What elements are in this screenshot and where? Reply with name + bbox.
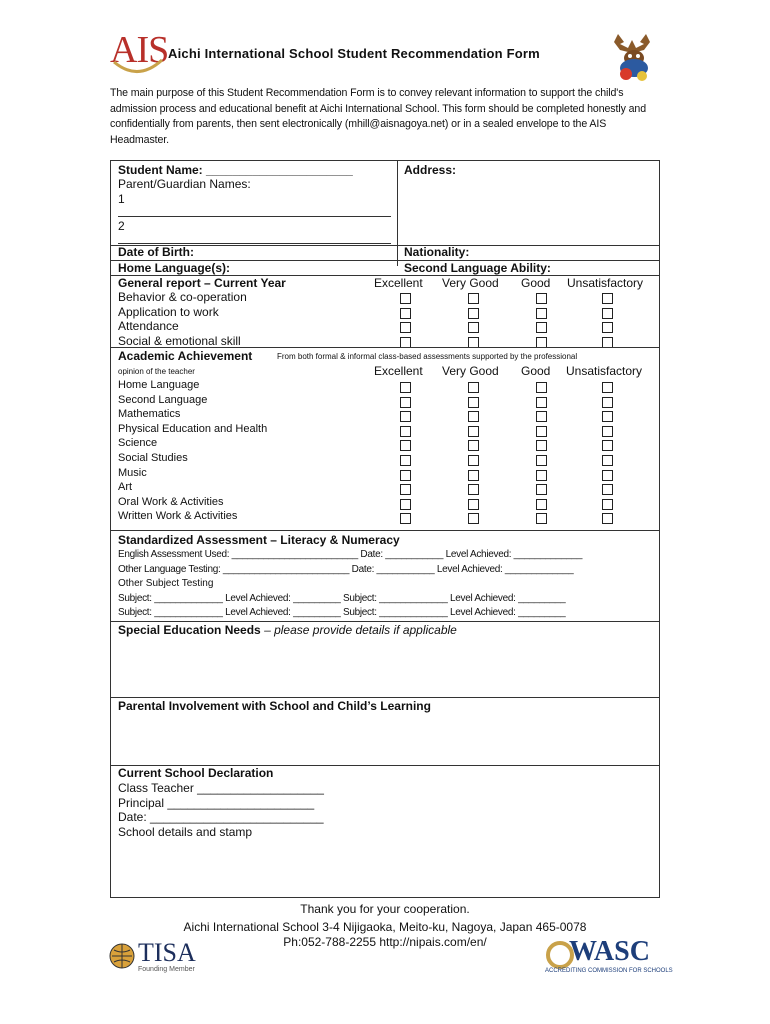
checkbox-very-good[interactable]: [468, 513, 479, 524]
rating-very-good-header: Very Good: [442, 364, 499, 378]
intro-paragraph: The main purpose of this Student Recommendation Form is to convey relevant information to support the child's admission process and educational benefit at Aichi International School. This form should be completed honestly and confidentially from parents, then sent electronically (mhill@aisnagoya.net) or in a sealed envelope to the AIS Headmaster.: [110, 87, 646, 146]
checkbox-good[interactable]: [536, 397, 547, 408]
guardian-2-field[interactable]: [118, 243, 391, 244]
address-field[interactable]: Address:: [404, 163, 457, 177]
subject-line-2[interactable]: Subject: _____________ Level Achieved: _________ Subject: _____________ Level Achieved: _________: [118, 607, 566, 618]
checkbox-excellent[interactable]: [400, 411, 411, 422]
rating-row-label: Application to work: [118, 304, 219, 319]
checkbox-unsatisfactory[interactable]: [602, 382, 613, 393]
checkbox-good[interactable]: [536, 470, 547, 481]
other-language-line[interactable]: Other Language Testing: ________________________ Date: ___________ Level Achieved: _____________: [118, 564, 574, 575]
checkbox-excellent[interactable]: [400, 426, 411, 437]
wasc-text: WASC: [569, 936, 650, 967]
rating-unsatisfactory-header: Unsatisfactory: [566, 364, 643, 378]
checkbox-very-good[interactable]: [468, 426, 479, 437]
english-assessment-line[interactable]: English Assessment Used: ________________________ Date: ___________ Level Achieved: _____________: [118, 549, 583, 560]
checkbox-very-good[interactable]: [468, 411, 479, 422]
checkbox-good[interactable]: [536, 426, 547, 437]
checkbox-very-good[interactable]: [468, 499, 479, 510]
checkbox-very-good[interactable]: [468, 484, 479, 495]
checkbox-good[interactable]: [536, 513, 547, 524]
nationality-field[interactable]: Nationality:: [404, 245, 470, 259]
checkbox-excellent[interactable]: [400, 397, 411, 408]
checkbox-unsatisfactory[interactable]: [602, 426, 613, 437]
checkbox-very-good[interactable]: [468, 293, 479, 304]
rating-row-label: Physical Education and Health: [118, 422, 268, 435]
guardian-2-label: 2: [118, 219, 125, 233]
checkbox-unsatisfactory[interactable]: [602, 499, 613, 510]
checkbox-very-good[interactable]: [468, 440, 479, 451]
checkbox-excellent[interactable]: [400, 499, 411, 510]
rating-row-label: Music: [118, 466, 147, 479]
checkbox-very-good[interactable]: [468, 470, 479, 481]
standardized-heading: Standardized Assessment – Literacy & Numeracy: [118, 533, 400, 547]
rating-row-label: Attendance: [118, 319, 179, 333]
checkbox-good[interactable]: [536, 440, 547, 451]
checkbox-good[interactable]: [536, 455, 547, 466]
divider: [111, 530, 659, 531]
checkbox-unsatisfactory[interactable]: [602, 440, 613, 451]
divider: [111, 347, 659, 348]
academic-note-2: opinion of the teacher: [118, 367, 195, 376]
tisa-subtext: Founding Member: [138, 966, 195, 973]
rating-row-label: Home Language: [118, 379, 200, 391]
checkbox-very-good[interactable]: [468, 308, 479, 319]
special-ed-note: – please provide details if applicable: [264, 623, 457, 637]
checkbox-unsatisfactory[interactable]: [602, 470, 613, 481]
checkbox-excellent[interactable]: [400, 337, 411, 348]
thanks-text: Thank you for your cooperation.: [300, 902, 470, 916]
checkbox-unsatisfactory[interactable]: [602, 411, 613, 422]
checkbox-good[interactable]: [536, 293, 547, 304]
checkbox-excellent[interactable]: [400, 484, 411, 495]
rating-row-label: Social & emotional skill: [118, 333, 241, 348]
checkbox-very-good[interactable]: [468, 382, 479, 393]
rating-very-good-header: Very Good: [442, 276, 499, 290]
tisa-text: TISA: [138, 938, 196, 967]
ais-logo-text: AIS: [110, 29, 169, 71]
form-title: Aichi International School Student Recommendation Form: [168, 46, 540, 61]
checkbox-good[interactable]: [536, 484, 547, 495]
checkbox-good[interactable]: [536, 322, 547, 333]
globe-icon: [108, 942, 136, 970]
checkbox-excellent[interactable]: [400, 440, 411, 451]
checkbox-very-good[interactable]: [468, 455, 479, 466]
checkbox-excellent[interactable]: [400, 470, 411, 481]
rating-row-label: Science: [118, 437, 158, 450]
general-report-heading: General report – Current Year: [118, 276, 286, 290]
form-box: [110, 160, 660, 898]
divider: [111, 697, 659, 698]
rating-row-label: Oral Work & Activities: [118, 495, 224, 508]
checkbox-good[interactable]: [536, 499, 547, 510]
guardian-label: Parent/Guardian Names:: [118, 177, 251, 191]
rating-excellent-header: Excellent: [374, 276, 423, 290]
divider: [397, 161, 398, 266]
special-ed-title: Special Education Needs: [118, 623, 261, 637]
checkbox-unsatisfactory[interactable]: [602, 455, 613, 466]
second-language-field[interactable]: Second Language Ability:: [404, 261, 551, 275]
checkbox-unsatisfactory[interactable]: [602, 308, 613, 319]
special-ed-heading: [118, 623, 457, 637]
rating-row-label: Social Studies: [118, 452, 188, 464]
checkbox-unsatisfactory[interactable]: [602, 397, 613, 408]
school-contact: Ph:052-788-2255 http://nipais.com/en/: [283, 935, 487, 949]
rating-row-label: Behavior & co-operation: [118, 290, 247, 304]
checkbox-very-good[interactable]: [468, 337, 479, 348]
home-language-field[interactable]: Home Language(s):: [118, 261, 231, 275]
checkbox-very-good[interactable]: [468, 397, 479, 408]
principal-field[interactable]: Principal ______________________: [118, 796, 315, 810]
checkbox-excellent[interactable]: [400, 513, 411, 524]
rating-unsatisfactory-header: Unsatisfactory: [567, 276, 644, 290]
parental-heading: Parental Involvement with School and Child’s Learning: [118, 699, 431, 713]
wasc-subtext: ACCREDITING COMMISSION FOR SCHOOLS: [545, 968, 673, 974]
rating-row-label: Art: [118, 481, 133, 494]
subject-line-1[interactable]: Subject: _____________ Level Achieved: _________ Subject: _____________ Level Achieved: _________: [118, 593, 566, 604]
tisa-logo: [108, 940, 208, 976]
declaration-date-field[interactable]: Date: __________________________: [118, 810, 324, 824]
checkbox-excellent[interactable]: [400, 293, 411, 304]
other-subject-label: Other Subject Testing: [118, 578, 214, 589]
checkbox-good[interactable]: [536, 337, 547, 348]
checkbox-good[interactable]: [536, 411, 547, 422]
checkbox-very-good[interactable]: [468, 322, 479, 333]
checkbox-unsatisfactory[interactable]: [602, 337, 613, 348]
class-teacher-field[interactable]: Class Teacher ___________________: [118, 781, 324, 795]
checkbox-unsatisfactory[interactable]: [602, 513, 613, 524]
wasc-logo: [545, 936, 673, 976]
checkbox-excellent[interactable]: [400, 382, 411, 393]
checkbox-excellent[interactable]: [400, 308, 411, 319]
dob-field[interactable]: Date of Birth:: [118, 245, 194, 259]
student-name-field[interactable]: Student Name: ______________________: [118, 163, 353, 177]
school-address: Aichi International School 3-4 Nijigaoka, Meito-ku, Nagoya, Japan 465-0078: [183, 920, 587, 934]
checkbox-good[interactable]: [536, 308, 547, 319]
logo-swoosh-icon: [112, 58, 164, 78]
academic-note-1: From both formal & informal class-based assessments supported by the professional: [277, 352, 578, 361]
divider: [111, 621, 659, 622]
special-ed-area[interactable]: [118, 639, 648, 695]
academic-heading: Academic Achievement: [118, 349, 253, 363]
checkbox-unsatisfactory[interactable]: [602, 484, 613, 495]
checkbox-good[interactable]: [536, 382, 547, 393]
rating-row-label: Second Language: [118, 393, 208, 406]
guardian-1-field[interactable]: [118, 216, 391, 217]
rating-good-header: Good: [521, 364, 551, 378]
guardian-1-label: 1: [118, 192, 125, 206]
checkbox-unsatisfactory[interactable]: [602, 293, 613, 304]
rating-good-header: Good: [521, 276, 551, 290]
checkbox-unsatisfactory[interactable]: [602, 322, 613, 333]
mascot-icon: [606, 30, 664, 82]
rating-row-label: Mathematics: [118, 408, 181, 421]
parental-area[interactable]: [118, 715, 648, 763]
rating-excellent-header: Excellent: [374, 364, 423, 378]
school-stamp-label: School details and stamp: [118, 825, 253, 839]
checkbox-excellent[interactable]: [400, 322, 411, 333]
rating-row-label: Written Work & Activities: [118, 510, 238, 523]
declaration-heading: Current School Declaration: [118, 766, 274, 780]
ais-logo: [108, 26, 168, 78]
checkbox-excellent[interactable]: [400, 455, 411, 466]
